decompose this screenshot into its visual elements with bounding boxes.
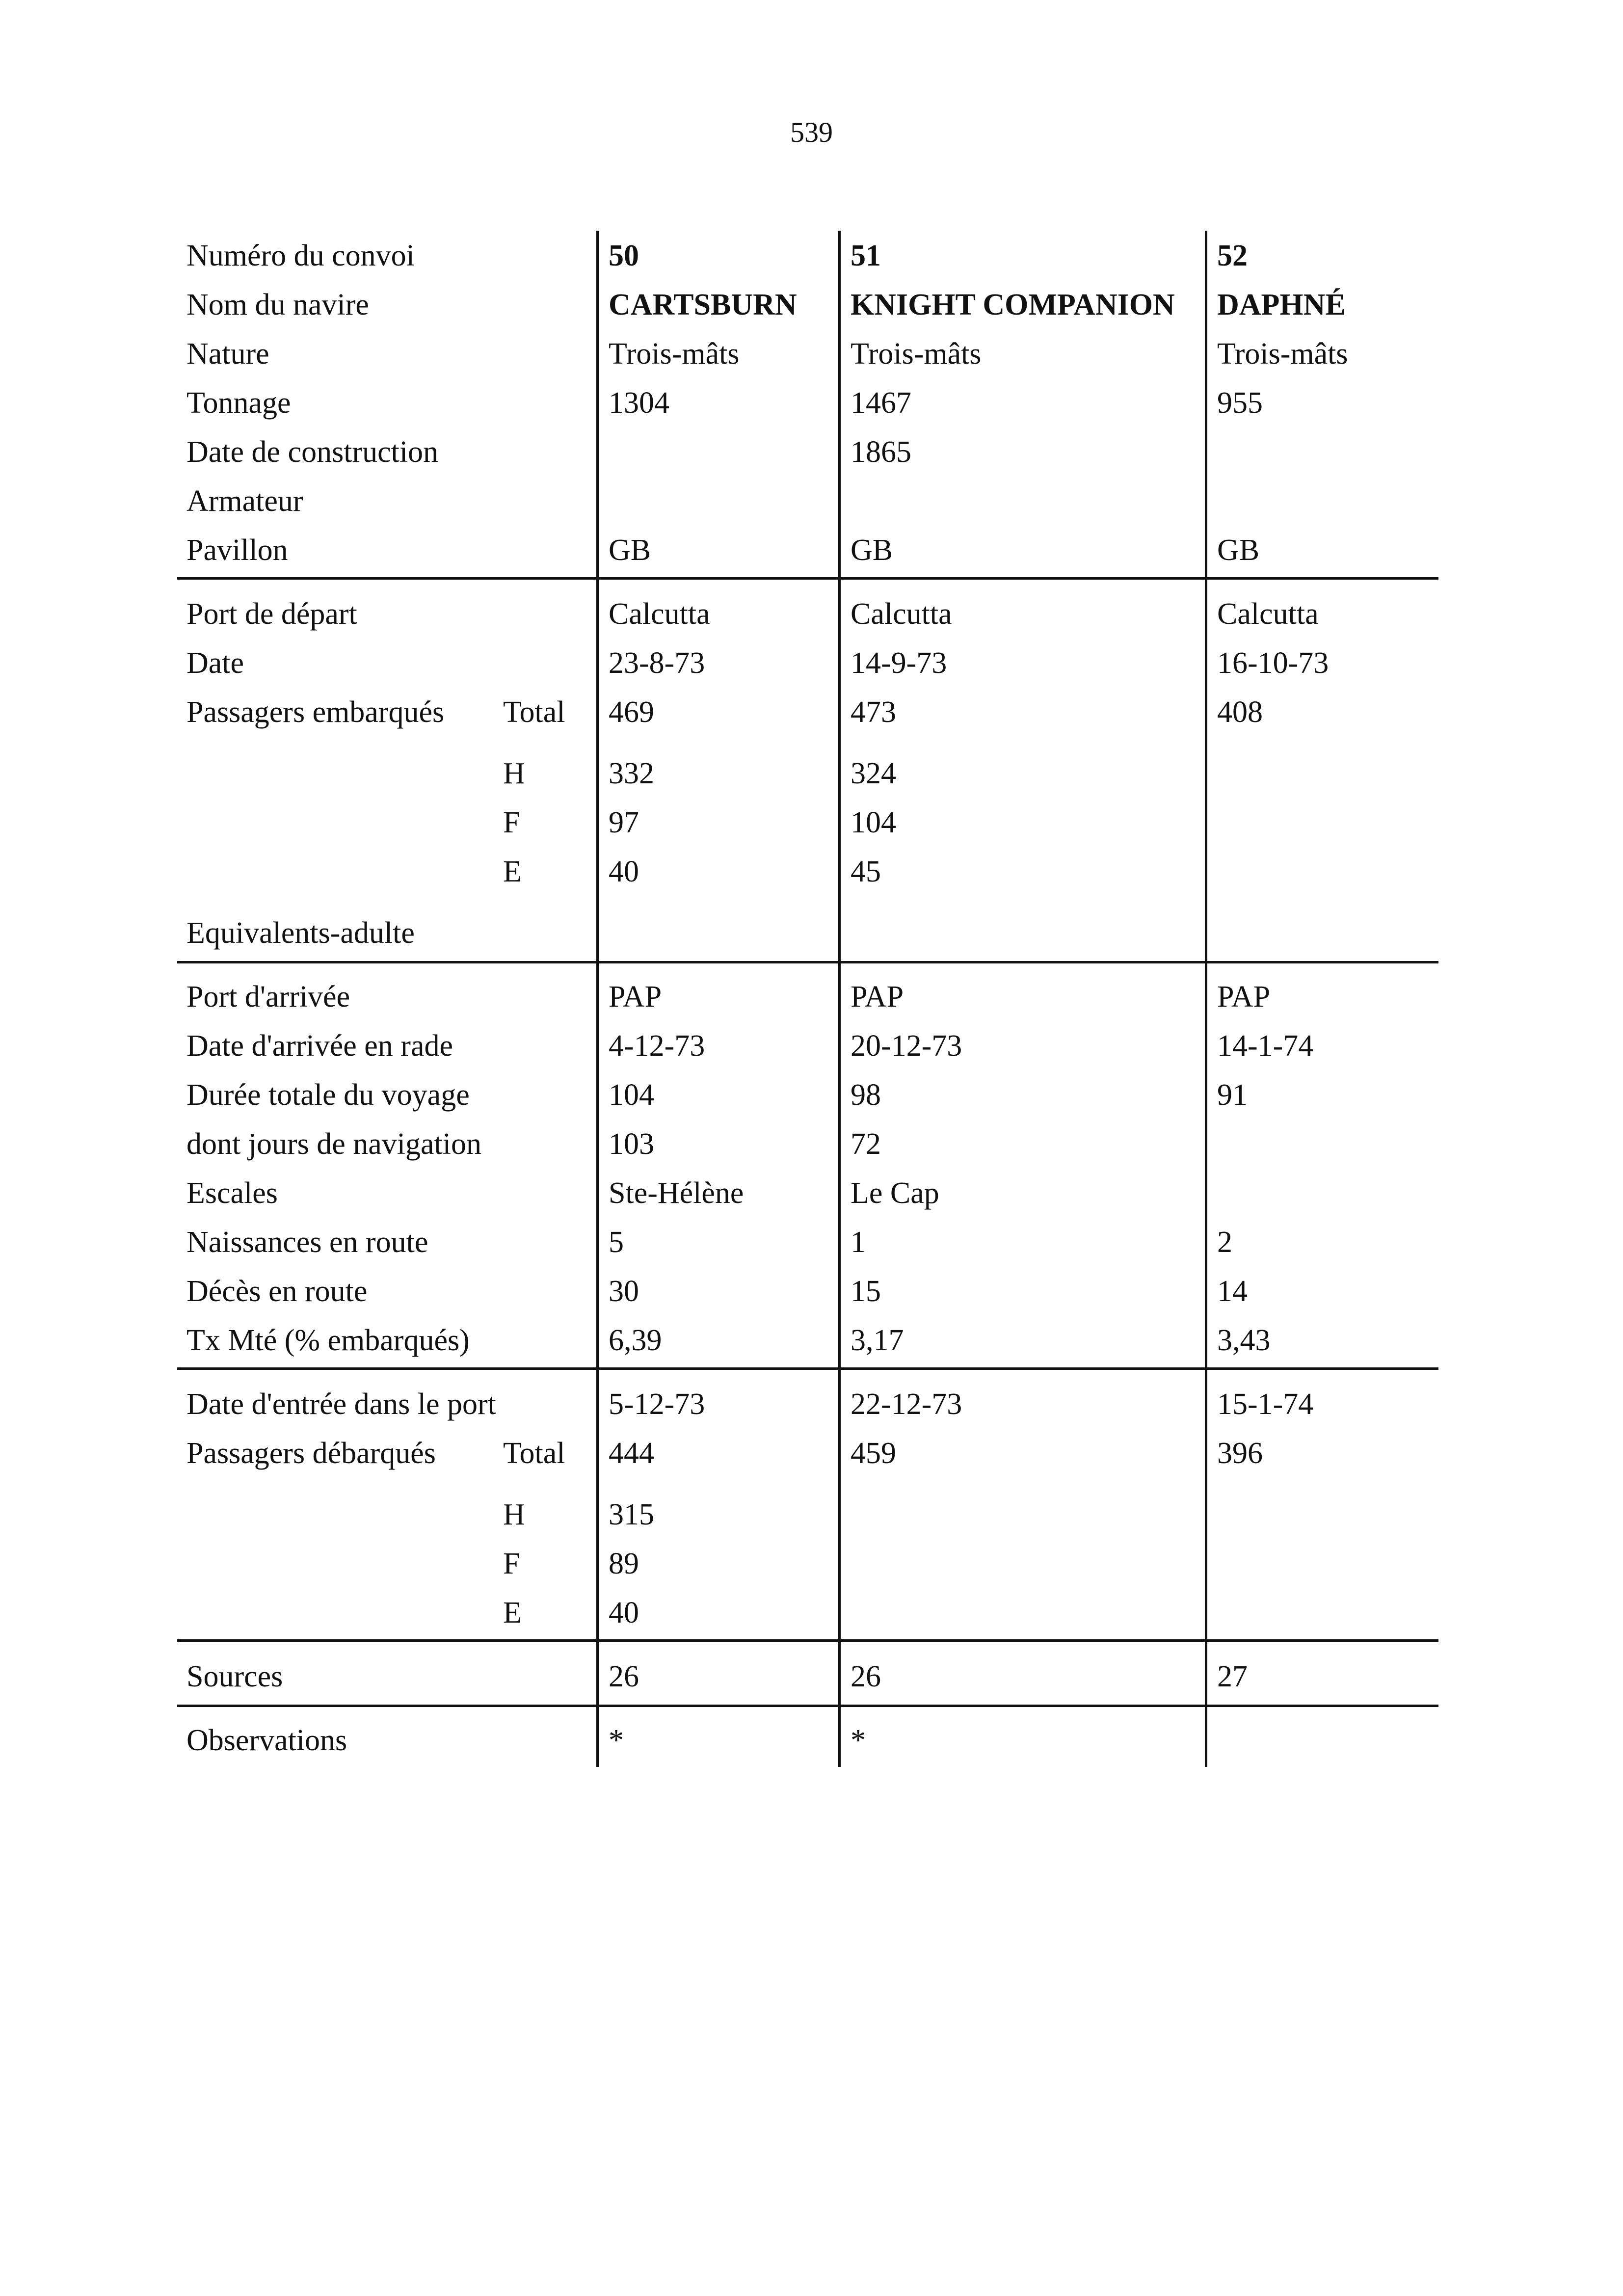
- value-cell: 104: [609, 1078, 654, 1112]
- row-label: Port d'arrivée: [186, 980, 350, 1014]
- value-cell: 72: [851, 1127, 881, 1161]
- value-cell: 15-1-74: [1217, 1388, 1314, 1421]
- value-cell: 14: [1217, 1275, 1248, 1308]
- value-cell: 50: [609, 239, 639, 272]
- value-cell: Calcutta: [1217, 597, 1319, 631]
- value-cell: Le Cap: [851, 1176, 939, 1210]
- section-rule: [177, 577, 1438, 580]
- value-cell: 5-12-73: [609, 1388, 705, 1421]
- value-cell: 14-1-74: [1217, 1029, 1314, 1063]
- convoy-table: [0, 231, 1623, 1767]
- row-label: Nature: [186, 337, 269, 371]
- row-sublabel: H: [503, 1498, 525, 1531]
- row-label: Port de départ: [186, 597, 357, 631]
- row-sublabel: Total: [503, 695, 565, 729]
- value-cell: CARTSBURN: [609, 288, 797, 321]
- value-cell: 51: [851, 239, 881, 272]
- row-label: Numéro du convoi: [186, 239, 415, 272]
- value-cell: 91: [1217, 1078, 1248, 1112]
- value-cell: 30: [609, 1275, 639, 1308]
- value-cell: 1304: [609, 386, 669, 420]
- value-cell: 52: [1217, 239, 1248, 272]
- section-rule: [177, 1639, 1438, 1642]
- value-cell: 14-9-73: [851, 646, 947, 680]
- row-label: Date de construction: [186, 435, 439, 469]
- value-cell: Trois-mâts: [609, 337, 740, 371]
- value-cell: GB: [851, 534, 893, 567]
- value-cell: 22-12-73: [851, 1388, 962, 1421]
- value-cell: Trois-mâts: [1217, 337, 1348, 371]
- value-cell: 396: [1217, 1437, 1263, 1470]
- value-cell: Trois-mâts: [851, 337, 982, 371]
- row-label: Passagers embarqués: [186, 695, 445, 729]
- value-cell: 20-12-73: [851, 1029, 962, 1063]
- value-cell: 315: [609, 1498, 654, 1531]
- value-cell: DAPHNÉ: [1217, 288, 1346, 321]
- value-cell: PAP: [1217, 980, 1271, 1014]
- value-cell: 324: [851, 757, 896, 790]
- value-cell: 23-8-73: [609, 646, 705, 680]
- value-cell: 26: [851, 1660, 881, 1693]
- section-rule: [177, 1705, 1438, 1707]
- value-cell: Calcutta: [851, 597, 952, 631]
- value-cell: PAP: [851, 980, 904, 1014]
- column-divider: [596, 231, 599, 1767]
- row-label: Date: [186, 646, 244, 680]
- value-cell: 40: [609, 1596, 639, 1629]
- value-cell: 15: [851, 1275, 881, 1308]
- row-sublabel: E: [503, 1596, 522, 1629]
- row-label: Armateur: [186, 484, 303, 518]
- value-cell: 45: [851, 855, 881, 888]
- value-cell: 40: [609, 855, 639, 888]
- row-label: Nom du navire: [186, 288, 369, 321]
- value-cell: 5: [609, 1226, 624, 1259]
- value-cell: 444: [609, 1437, 654, 1470]
- value-cell: 89: [609, 1547, 639, 1580]
- value-cell: 459: [851, 1437, 896, 1470]
- value-cell: 6,39: [609, 1324, 662, 1357]
- value-cell: 3,43: [1217, 1324, 1271, 1357]
- value-cell: 26: [609, 1660, 639, 1693]
- column-divider: [1205, 231, 1207, 1767]
- column-divider: [838, 231, 841, 1767]
- value-cell: KNIGHT COMPANION: [851, 288, 1175, 321]
- row-label: Date d'entrée dans le port: [186, 1388, 496, 1421]
- value-cell: GB: [1217, 534, 1260, 567]
- value-cell: 469: [609, 695, 654, 729]
- section-rule: [177, 961, 1438, 963]
- value-cell: 473: [851, 695, 896, 729]
- value-cell: 16-10-73: [1217, 646, 1329, 680]
- row-sublabel: F: [503, 806, 520, 839]
- value-cell: 4-12-73: [609, 1029, 705, 1063]
- row-label: Pavillon: [186, 534, 288, 567]
- row-label: Naissances en route: [186, 1226, 428, 1259]
- row-label: Tonnage: [186, 386, 291, 420]
- value-cell: 97: [609, 806, 639, 839]
- row-label: dont jours de navigation: [186, 1127, 481, 1161]
- value-cell: 103: [609, 1127, 654, 1161]
- value-cell: 27: [1217, 1660, 1248, 1693]
- value-cell: *: [851, 1724, 866, 1757]
- value-cell: PAP: [609, 980, 662, 1014]
- value-cell: 1865: [851, 435, 911, 469]
- value-cell: 332: [609, 757, 654, 790]
- value-cell: 408: [1217, 695, 1263, 729]
- row-label: Tx Mté (% embarqués): [186, 1324, 470, 1357]
- value-cell: 955: [1217, 386, 1263, 420]
- value-cell: GB: [609, 534, 651, 567]
- value-cell: 104: [851, 806, 896, 839]
- row-sublabel: E: [503, 855, 522, 888]
- value-cell: 2: [1217, 1226, 1232, 1259]
- row-label: Décès en route: [186, 1275, 368, 1308]
- row-label: Equivalents-adulte: [186, 916, 415, 950]
- value-cell: Calcutta: [609, 597, 710, 631]
- value-cell: 98: [851, 1078, 881, 1112]
- value-cell: 1467: [851, 386, 911, 420]
- row-label: Observations: [186, 1724, 347, 1757]
- row-sublabel: Total: [503, 1437, 565, 1470]
- row-label: Sources: [186, 1660, 283, 1693]
- value-cell: Ste-Hélène: [609, 1176, 744, 1210]
- value-cell: 1: [851, 1226, 866, 1259]
- row-label: Durée totale du voyage: [186, 1078, 470, 1112]
- value-cell: *: [609, 1724, 624, 1757]
- row-label: Escales: [186, 1176, 278, 1210]
- row-label: Passagers débarqués: [186, 1437, 436, 1470]
- value-cell: 3,17: [851, 1324, 904, 1357]
- row-label: Date d'arrivée en rade: [186, 1029, 453, 1063]
- row-sublabel: F: [503, 1547, 520, 1580]
- row-sublabel: H: [503, 757, 525, 790]
- section-rule: [177, 1367, 1438, 1370]
- page-number: 539: [790, 116, 833, 148]
